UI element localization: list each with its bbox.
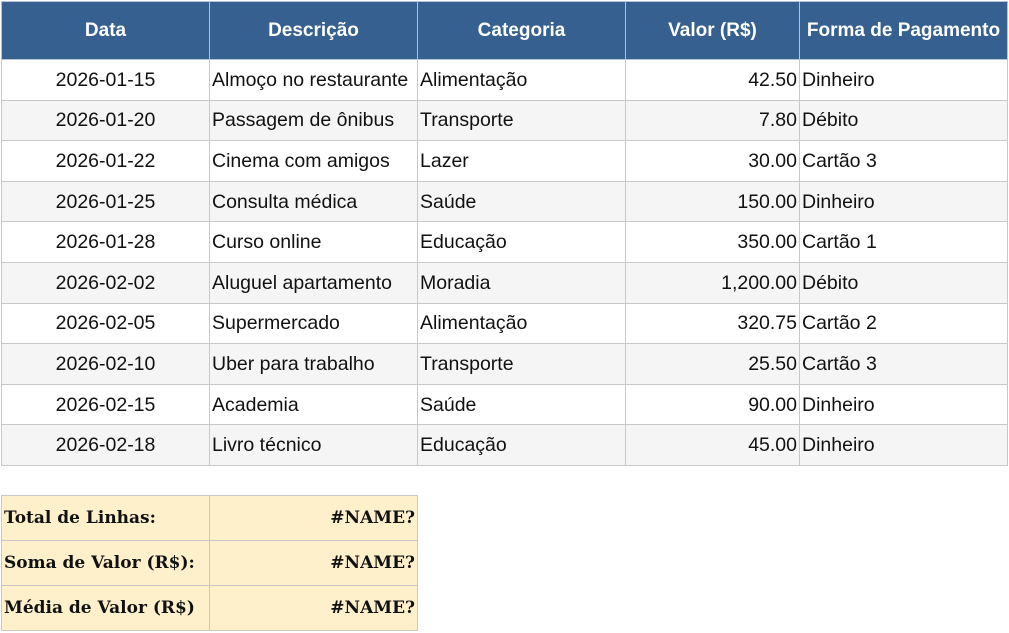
cell-data[interactable]: 2026-01-15 bbox=[2, 60, 210, 101]
cell-forma-pagamento[interactable]: Dinheiro bbox=[800, 181, 1008, 222]
cell-categoria[interactable]: Transporte bbox=[418, 344, 626, 385]
cell-forma-pagamento[interactable]: Dinheiro bbox=[800, 425, 1008, 466]
header-cell-forma-pagamento[interactable]: Forma de Pagamento bbox=[800, 2, 1008, 60]
table-row bbox=[2, 222, 1008, 263]
cell-forma-pagamento[interactable]: Cartão 3 bbox=[800, 141, 1008, 182]
cell-categoria[interactable]: Moradia bbox=[418, 262, 626, 303]
table-row bbox=[2, 384, 1008, 425]
table-row bbox=[2, 262, 1008, 303]
cell-valor[interactable]: 150.00 bbox=[626, 181, 800, 222]
cell-descricao[interactable]: Academia bbox=[210, 384, 418, 425]
summary-label[interactable]: Média de Valor (R$) bbox=[2, 586, 210, 631]
cell-forma-pagamento[interactable]: Cartão 2 bbox=[800, 303, 1008, 344]
summary-row bbox=[2, 586, 418, 631]
cell-data[interactable]: 2026-01-28 bbox=[2, 222, 210, 263]
cell-data[interactable]: 2026-01-22 bbox=[2, 141, 210, 182]
table-body bbox=[2, 60, 1008, 466]
cell-valor[interactable]: 25.50 bbox=[626, 344, 800, 385]
cell-descricao[interactable]: Passagem de ônibus bbox=[210, 100, 418, 141]
cell-valor[interactable]: 90.00 bbox=[626, 384, 800, 425]
cell-valor[interactable]: 45.00 bbox=[626, 425, 800, 466]
cell-data[interactable]: 2026-01-25 bbox=[2, 181, 210, 222]
cell-valor[interactable]: 42.50 bbox=[626, 60, 800, 101]
cell-valor[interactable]: 1,200.00 bbox=[626, 262, 800, 303]
cell-descricao[interactable]: Consulta médica bbox=[210, 181, 418, 222]
table-row bbox=[2, 141, 1008, 182]
cell-descricao[interactable]: Aluguel apartamento bbox=[210, 262, 418, 303]
summary-value[interactable]: #NAME? bbox=[210, 541, 418, 586]
cell-descricao[interactable]: Supermercado bbox=[210, 303, 418, 344]
cell-categoria[interactable]: Alimentação bbox=[418, 60, 626, 101]
summary-label[interactable]: Soma de Valor (R$): bbox=[2, 541, 210, 586]
cell-valor[interactable]: 320.75 bbox=[626, 303, 800, 344]
cell-valor[interactable]: 7.80 bbox=[626, 100, 800, 141]
cell-descricao[interactable]: Curso online bbox=[210, 222, 418, 263]
cell-forma-pagamento[interactable]: Cartão 1 bbox=[800, 222, 1008, 263]
cell-data[interactable]: 2026-02-18 bbox=[2, 425, 210, 466]
summary-value[interactable]: #NAME? bbox=[210, 586, 418, 631]
summary-row bbox=[2, 496, 418, 541]
cell-data[interactable]: 2026-02-02 bbox=[2, 262, 210, 303]
cell-descricao[interactable]: Livro técnico bbox=[210, 425, 418, 466]
cell-categoria[interactable]: Alimentação bbox=[418, 303, 626, 344]
cell-forma-pagamento[interactable]: Cartão 3 bbox=[800, 344, 1008, 385]
cell-forma-pagamento[interactable]: Dinheiro bbox=[800, 60, 1008, 101]
cell-data[interactable]: 2026-02-05 bbox=[2, 303, 210, 344]
summary-body bbox=[2, 496, 418, 631]
header-cell-valor[interactable]: Valor (R$) bbox=[626, 2, 800, 60]
cell-categoria[interactable]: Lazer bbox=[418, 141, 626, 182]
cell-descricao[interactable]: Uber para trabalho bbox=[210, 344, 418, 385]
table-row bbox=[2, 344, 1008, 385]
cell-categoria[interactable]: Educação bbox=[418, 222, 626, 263]
table-row bbox=[2, 425, 1008, 466]
header-cell-data[interactable]: Data bbox=[2, 2, 210, 60]
expenses-table bbox=[1, 1, 1008, 466]
table-row bbox=[2, 303, 1008, 344]
summary-table bbox=[1, 495, 418, 631]
header-row bbox=[2, 2, 1008, 60]
cell-forma-pagamento[interactable]: Débito bbox=[800, 262, 1008, 303]
summary-label[interactable]: Total de Linhas: bbox=[2, 496, 210, 541]
header-cell-categoria[interactable]: Categoria bbox=[418, 2, 626, 60]
cell-valor[interactable]: 350.00 bbox=[626, 222, 800, 263]
cell-categoria[interactable]: Saúde bbox=[418, 181, 626, 222]
table-row bbox=[2, 60, 1008, 101]
table-row bbox=[2, 181, 1008, 222]
cell-categoria[interactable]: Transporte bbox=[418, 100, 626, 141]
header-cell-descricao[interactable]: Descrição bbox=[210, 2, 418, 60]
cell-categoria[interactable]: Educação bbox=[418, 425, 626, 466]
summary-value[interactable]: #NAME? bbox=[210, 496, 418, 541]
cell-data[interactable]: 2026-02-10 bbox=[2, 344, 210, 385]
cell-forma-pagamento[interactable]: Dinheiro bbox=[800, 384, 1008, 425]
table-row bbox=[2, 100, 1008, 141]
cell-data[interactable]: 2026-02-15 bbox=[2, 384, 210, 425]
cell-valor[interactable]: 30.00 bbox=[626, 141, 800, 182]
cell-forma-pagamento[interactable]: Débito bbox=[800, 100, 1008, 141]
cell-data[interactable]: 2026-01-20 bbox=[2, 100, 210, 141]
cell-descricao[interactable]: Almoço no restaurante bbox=[210, 60, 418, 101]
cell-descricao[interactable]: Cinema com amigos bbox=[210, 141, 418, 182]
cell-categoria[interactable]: Saúde bbox=[418, 384, 626, 425]
summary-row bbox=[2, 541, 418, 586]
